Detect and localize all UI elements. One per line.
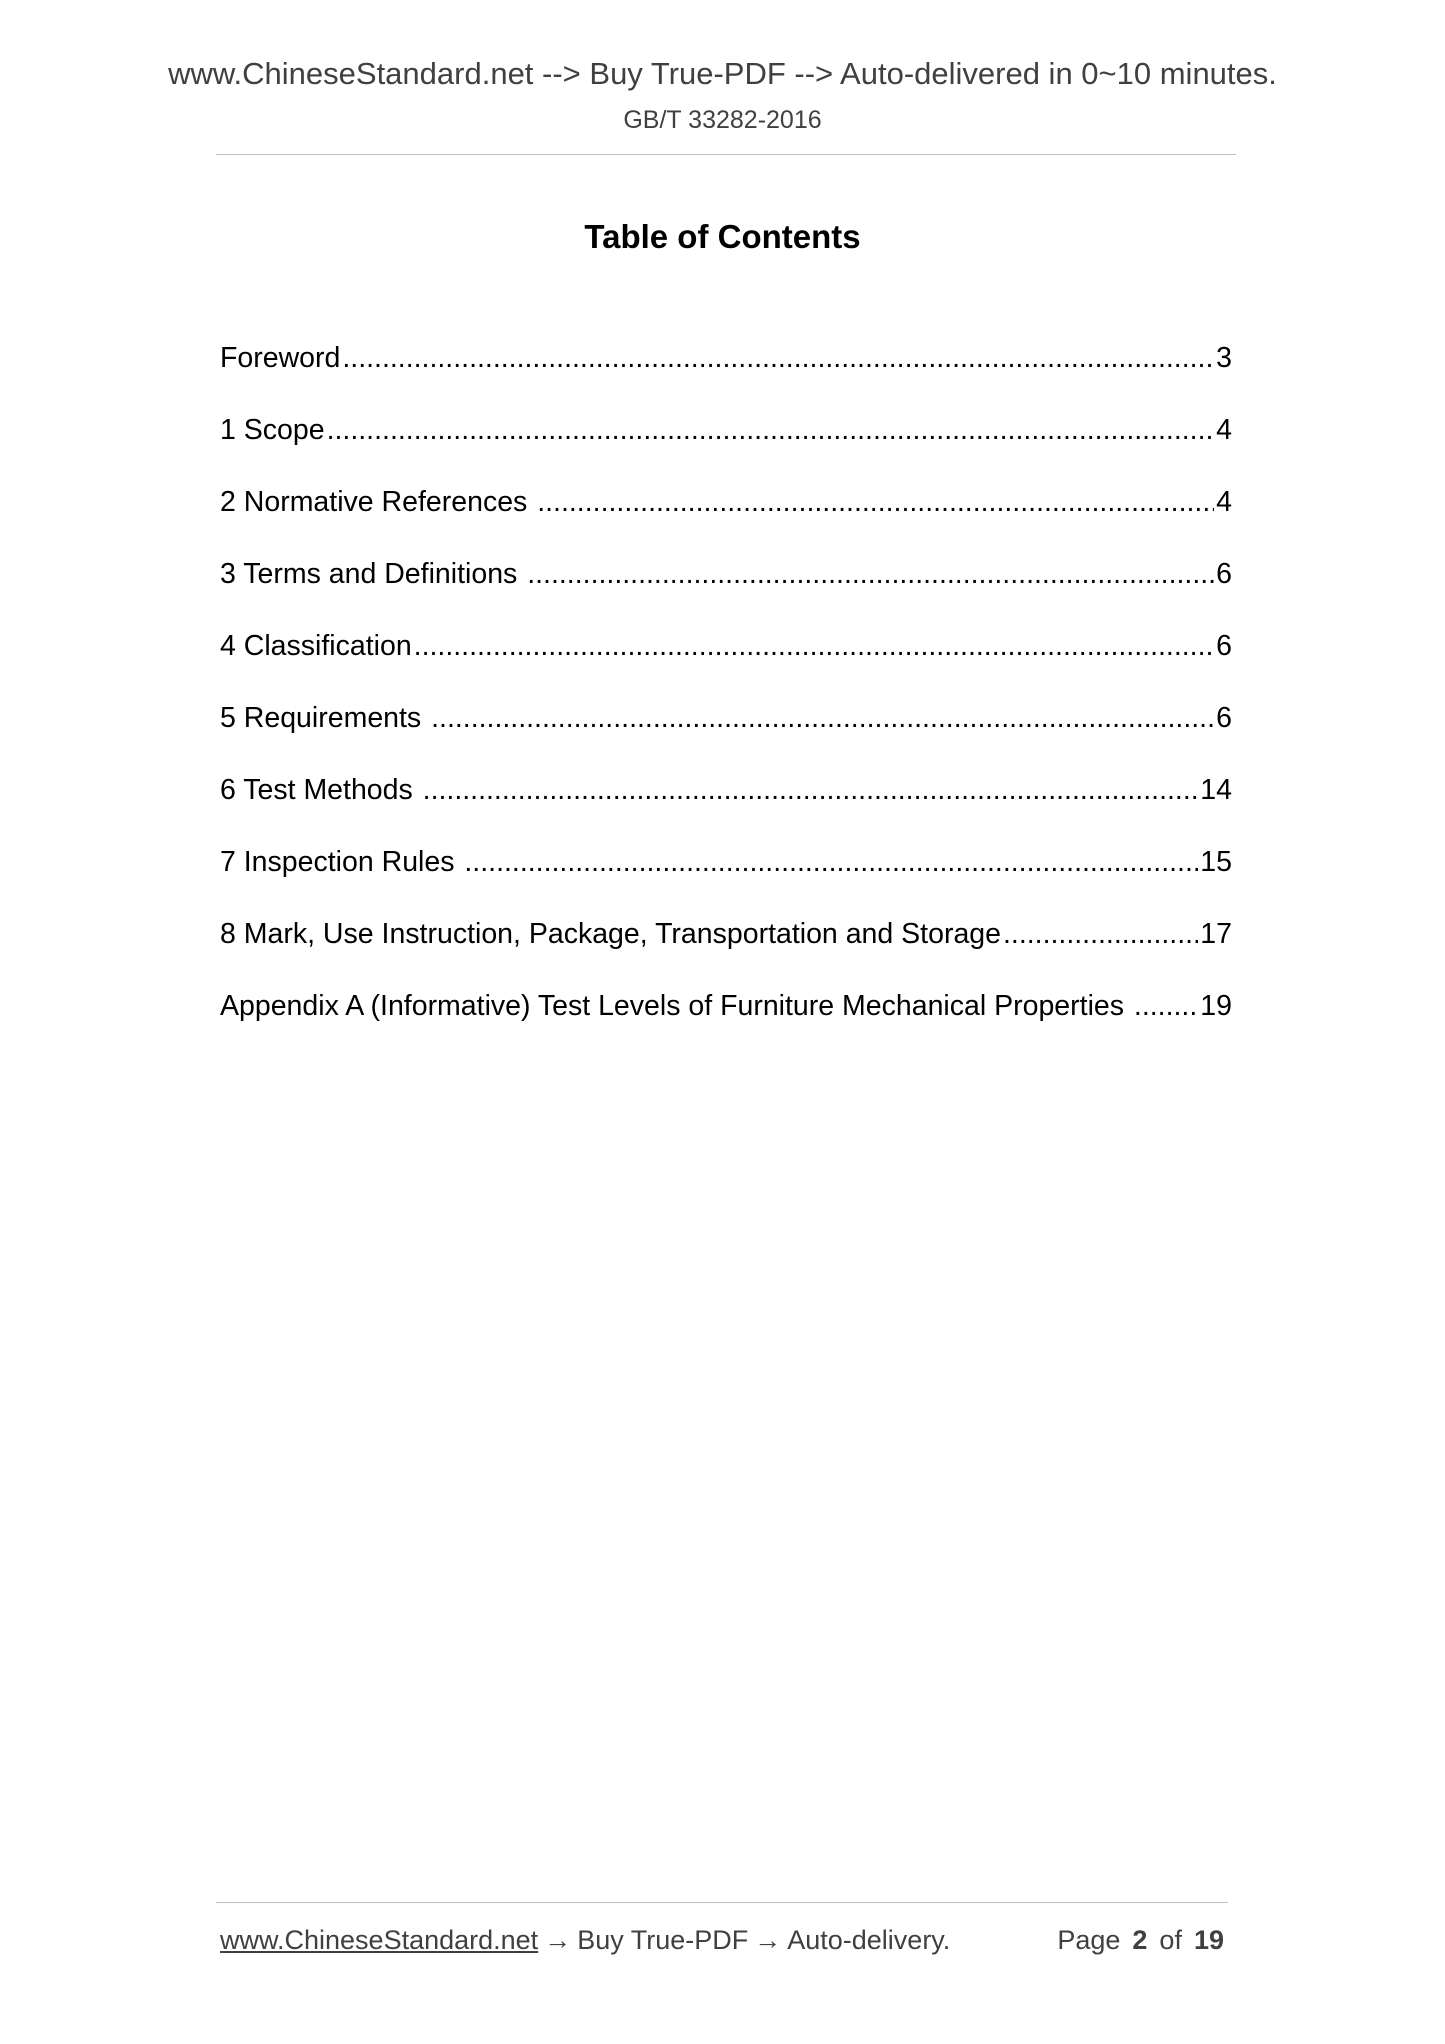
toc-entry-page: 3 (1216, 342, 1232, 374)
toc-entry-text: 7 Inspection Rules (220, 846, 463, 878)
toc-entry-terms-definitions[interactable] (220, 556, 1232, 628)
total-pages-number: 19 (1193, 1925, 1224, 1955)
toc-leader-dots (342, 340, 1214, 376)
toc-leader-dots (1003, 916, 1198, 952)
toc-entry-page: 19 (1200, 990, 1232, 1022)
toc-entry-page: 6 (1216, 630, 1232, 662)
arrow-right-icon: → (544, 1925, 572, 1955)
toc-entry-page: 4 (1216, 414, 1232, 446)
site-link[interactable]: www.ChineseStandard.net (220, 1925, 539, 1955)
toc-entry-test-methods[interactable] (220, 772, 1232, 844)
current-page-number: 2 (1132, 1925, 1148, 1955)
toc-entry-page: 17 (1200, 918, 1232, 950)
page-indicator (1057, 1920, 1224, 1960)
standard-code: GB/T 33282-2016 (623, 106, 822, 134)
toc-entry-foreword[interactable] (220, 340, 1232, 412)
toc-leader-dots (423, 772, 1199, 808)
toc-entry-page: 15 (1200, 846, 1232, 878)
footer-buy-text: Buy True-PDF (577, 1925, 749, 1955)
header-banner: www.ChineseStandard.net --> Buy True-PDF --> Auto-delivered in 0~10 minutes. (168, 56, 1277, 91)
footer-promo (220, 1920, 950, 1960)
toc-entry-scope[interactable] (220, 412, 1232, 484)
page-label: Page (1057, 1925, 1121, 1955)
toc-leader-dots (537, 484, 1214, 520)
page-footer (220, 1920, 1232, 1960)
toc-entry-page: 4 (1216, 486, 1232, 518)
footer-delivery-text: Auto-delivery. (787, 1925, 951, 1955)
toc-entry-inspection-rules[interactable] (220, 844, 1232, 916)
toc-entry-page: 14 (1200, 774, 1232, 806)
toc-leader-dots (431, 700, 1214, 736)
toc-entry-appendix-a[interactable] (220, 988, 1232, 1060)
toc-entry-requirements[interactable] (220, 700, 1232, 772)
toc-entry-mark-storage[interactable] (220, 916, 1232, 988)
toc-entry-text: 6 Test Methods (220, 774, 421, 806)
toc-list (220, 340, 1232, 1060)
header-divider (216, 154, 1236, 155)
toc-entry-text: 1 Scope (220, 414, 325, 446)
toc-entry-text: 8 Mark, Use Instruction, Package, Transportation and Storage (220, 918, 1001, 950)
footer-divider (216, 1902, 1228, 1903)
toc-entry-text: Foreword (220, 342, 341, 374)
toc-leader-dots (1134, 988, 1198, 1024)
toc-leader-dots (527, 556, 1214, 592)
toc-entry-normative-references[interactable] (220, 484, 1232, 556)
toc-leader-dots (414, 628, 1214, 664)
toc-entry-classification[interactable] (220, 628, 1232, 700)
toc-entry-text: 3 Terms and Definitions (220, 558, 526, 590)
toc-title: Table of Contents (584, 218, 861, 255)
toc-leader-dots (327, 412, 1215, 448)
toc-entry-text: 5 Requirements (220, 702, 430, 734)
of-label: of (1159, 1925, 1182, 1955)
toc-entry-text: Appendix A (Informative) Test Levels of Furniture Mechanical Properties (220, 990, 1132, 1022)
toc-leader-dots (464, 844, 1198, 880)
toc-entry-page: 6 (1216, 558, 1232, 590)
arrow-right-icon: → (754, 1925, 782, 1955)
toc-entry-text: 2 Normative References (220, 486, 536, 518)
toc-entry-page: 6 (1216, 702, 1232, 734)
toc-entry-text: 4 Classification (220, 630, 412, 662)
